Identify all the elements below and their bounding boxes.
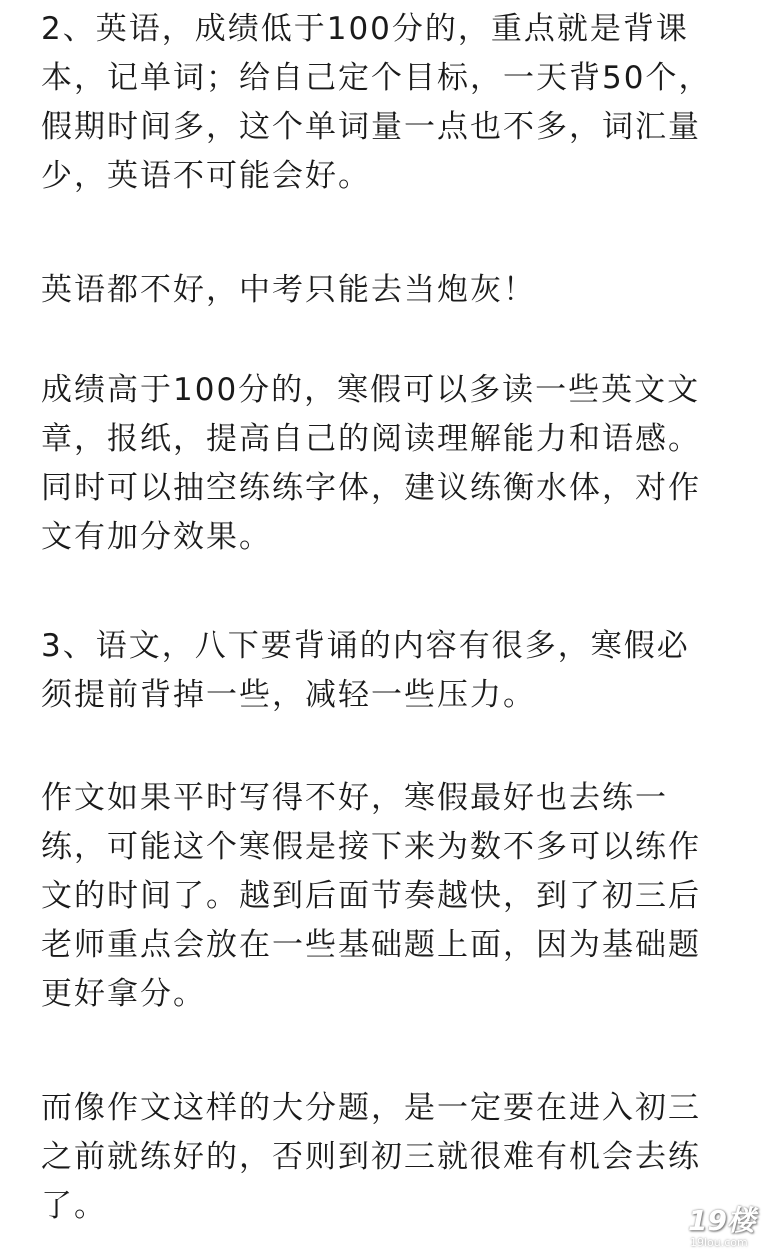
text-line: 而像作文这样的大分题，是一定要在进入初三 <box>41 1090 701 1126</box>
watermark-site: 19lou.com <box>690 1236 748 1249</box>
paragraph-chinese-recitation <box>41 622 690 720</box>
text-line: 更好拿分。 <box>41 976 206 1012</box>
paragraph-composition-before-grade9 <box>41 1084 701 1231</box>
text-line: 练，可能这个寒假是接下来为数不多可以练作 <box>41 829 701 865</box>
text-line: 同时可以抽空练练字体，建议练衡水体，对作 <box>41 470 701 506</box>
text-line: 3、语文，八下要背诵的内容有很多，寒假必 <box>41 628 690 664</box>
text-line: 少，英语不可能会好。 <box>41 158 371 194</box>
paragraph-english-low-score <box>41 5 711 201</box>
text-line: 假期时间多，这个单词量一点也不多，词汇量 <box>41 109 701 145</box>
text-line: 了。 <box>41 1188 107 1224</box>
paragraph-english-high-score <box>41 366 701 562</box>
text-line: 本，记单词；给自己定个目标，一天背50个， <box>41 60 712 96</box>
text-line: 章，报纸，提高自己的阅读理解能力和语感。 <box>41 421 701 457</box>
text-line: 作文如果平时写得不好，寒假最好也去练一 <box>41 780 668 816</box>
watermark-mark: 19楼 <box>688 1204 755 1237</box>
text-line: 须提前背掉一些，减轻一些压力。 <box>41 677 536 713</box>
text-line: 老师重点会放在一些基础题上面，因为基础题 <box>41 927 701 963</box>
text-line: 成绩高于100分的，寒假可以多读一些英文文 <box>41 372 701 408</box>
text-line: 之前就练好的，否则到初三就很难有机会去练 <box>41 1139 701 1175</box>
text-line: 文的时间了。越到后面节奏越快，到了初三后 <box>41 878 701 914</box>
paragraph-composition-practice <box>41 774 701 1019</box>
site-watermark-logo <box>688 1206 772 1252</box>
paragraph-english-warning <box>41 266 536 315</box>
text-line: 2、英语，成绩低于100分的，重点就是背课 <box>41 11 689 47</box>
text-line: 英语都不好，中考只能去当炮灰！ <box>41 272 536 308</box>
text-line: 文有加分效果。 <box>41 519 272 555</box>
